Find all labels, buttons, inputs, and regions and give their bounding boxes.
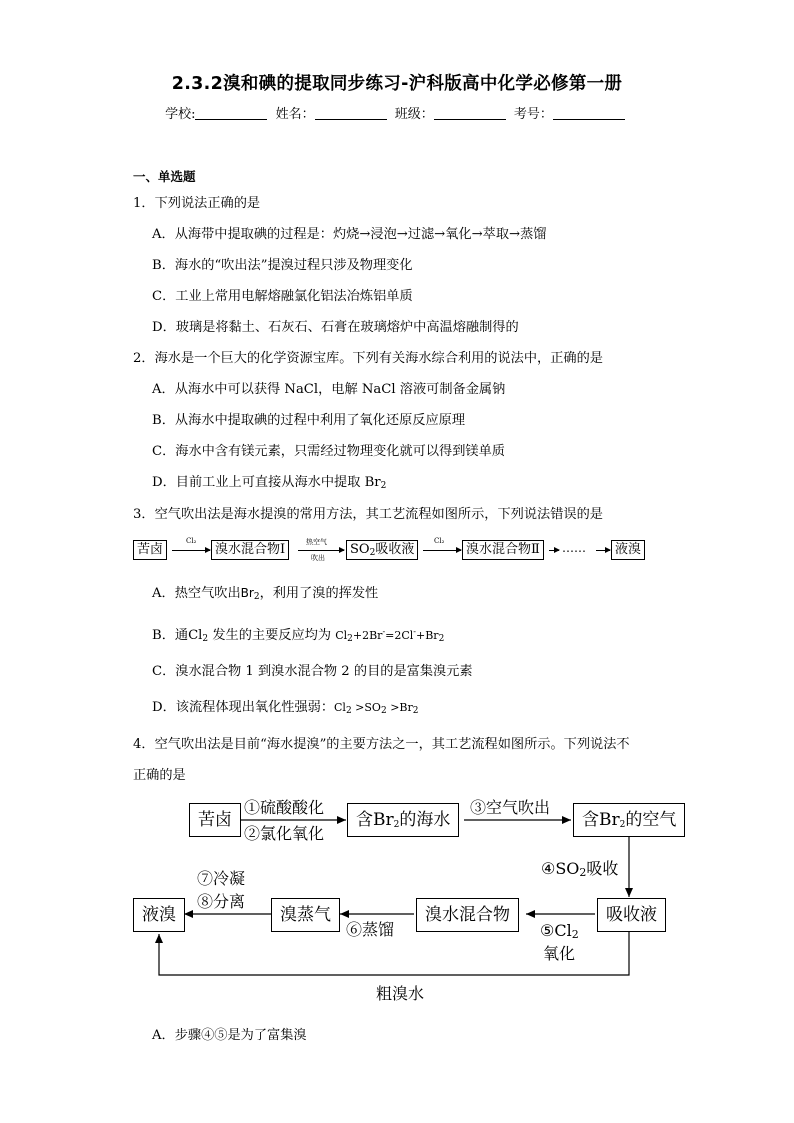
- q4-stem-line2: 正确的是: [133, 768, 186, 783]
- flow-arrow3-label: Cl₂: [434, 537, 445, 545]
- student-info-row: [0, 103, 794, 122]
- box-bromine-water-mixture: 溴水混合物: [416, 898, 519, 932]
- class-blank[interactable]: [434, 107, 506, 120]
- label-step4: $④SO_2$吸收: [541, 859, 619, 879]
- flow-arrow1-label: Cl₂: [186, 537, 197, 545]
- label-step5: $⑤Cl_2$: [540, 921, 579, 941]
- flow-arrow2-bottom-label: 吹出: [311, 554, 325, 562]
- q1-option-b[interactable]: B．海水的“吹出法”提溴过程只涉及物理变化: [152, 258, 413, 273]
- q3-option-a[interactable]: A．热空气吹出$Br_2$，利用了溴的挥发性: [152, 586, 379, 602]
- flow-arrow-4: [549, 550, 559, 551]
- flow-box-liquid-bromine: 液溴: [611, 540, 645, 560]
- section-heading: 一、单选题: [133, 169, 196, 184]
- label-step5-line2: 氧化: [543, 944, 576, 963]
- flow-arrow-5: [596, 550, 610, 551]
- box-br2-air: 含$Br_2$的空气: [573, 803, 685, 837]
- label-step6: ⑥蒸馏: [346, 920, 395, 939]
- exam-blank[interactable]: [553, 107, 625, 120]
- q1-stem: 1．下列说法正确的是: [133, 196, 261, 211]
- q4-option-a[interactable]: A．步骤④⑤是为了富集溴: [152, 1028, 307, 1043]
- box-absorption-liquid: 吸收液: [597, 898, 666, 932]
- q1-option-d[interactable]: D．玻璃是将黏土、石灰石、石膏在玻璃熔炉中高温熔融制得的: [152, 320, 519, 335]
- exam-label: 考号：: [513, 107, 553, 122]
- name-blank[interactable]: [315, 107, 387, 120]
- q3-option-c[interactable]: C．溴水混合物 1 到溴水混合物 2 的目的是富集溴元素: [152, 664, 473, 679]
- q2-stem: 2．海水是一个巨大的化学资源宝库。下列有关海水综合利用的说法中，正确的是: [133, 351, 603, 366]
- school-label: 学校:: [165, 107, 196, 122]
- flow-box-kulu: 苦卤: [133, 540, 167, 560]
- label-step8: ⑧分离: [197, 892, 246, 911]
- flow-box-so2: $SO_2$吸收液: [346, 540, 418, 560]
- q1-option-c[interactable]: C．工业上常用电解熔融氯化铝法冶炼铝单质: [152, 289, 413, 304]
- flow-box-mixture1: 溴水混合物Ⅰ: [211, 540, 289, 560]
- flow-ellipsis: ……: [562, 541, 586, 555]
- flow-arrow-3: [423, 550, 461, 551]
- box-liquid-bromine: 液溴: [133, 898, 185, 932]
- q2-option-c[interactable]: C．海水中含有镁元素，只需经过物理变化就可以得到镁单质: [152, 444, 505, 459]
- q3-option-b[interactable]: B．通$Cl_2$ 发生的主要反应均为 $Cl_2+2Br^-=2Cl^-+Br_2$: [152, 627, 445, 644]
- label-crude-bromine-water: 粗溴水: [376, 984, 425, 1003]
- flow-box-mixture2: 溴水混合物Ⅱ: [462, 540, 544, 560]
- school-blank[interactable]: [195, 107, 267, 120]
- q3-option-d[interactable]: D．该流程体现出氧化性强弱：$Cl_2 >SO_2 >Br_2$: [152, 700, 419, 716]
- q4-stem-line1: 4．空气吹出法是目前“海水提溴”的主要方法之一，其工艺流程如图所示。下列说法不: [133, 737, 630, 752]
- label-step3: ③空气吹出: [470, 798, 551, 817]
- box-br2-seawater: 含$Br_2$的海水: [347, 803, 459, 837]
- flow-arrow-1: [172, 550, 210, 551]
- q1-option-a[interactable]: A．从海带中提取碘的过程是：灼烧→浸泡→过滤→氧化→萃取→蒸馏: [152, 227, 547, 242]
- box-kulu: 苦卤: [189, 803, 241, 837]
- flow-arrow-2: [298, 550, 344, 551]
- q2-option-a[interactable]: A．从海水中可以获得 NaCl，电解 NaCl 溶液可制备金属钠: [152, 382, 506, 397]
- q2-option-b[interactable]: B．从海水中提取碘的过程中利用了氧化还原反应原理: [152, 413, 466, 428]
- q2-option-d[interactable]: D．目前工业上可直接从海水中提取 $Br_2$: [152, 475, 387, 491]
- label-step1: ①硫酸酸化: [244, 798, 325, 817]
- page-title: 2.3.2溴和碘的提取同步练习-沪科版高中化学必修第一册: [171, 74, 623, 94]
- name-label: 姓名：: [275, 107, 315, 122]
- q3-stem: 3．空气吹出法是海水提溴的常用方法，其工艺流程如图所示，下列说法错误的是: [133, 507, 603, 522]
- label-step2: ②氯化氧化: [244, 824, 325, 843]
- label-step7: ⑦冷凝: [197, 869, 246, 888]
- class-label: 班级：: [394, 107, 434, 122]
- flow-arrow2-top-label: 热空气: [306, 538, 327, 546]
- box-bromine-vapor: 溴蒸气: [271, 898, 340, 932]
